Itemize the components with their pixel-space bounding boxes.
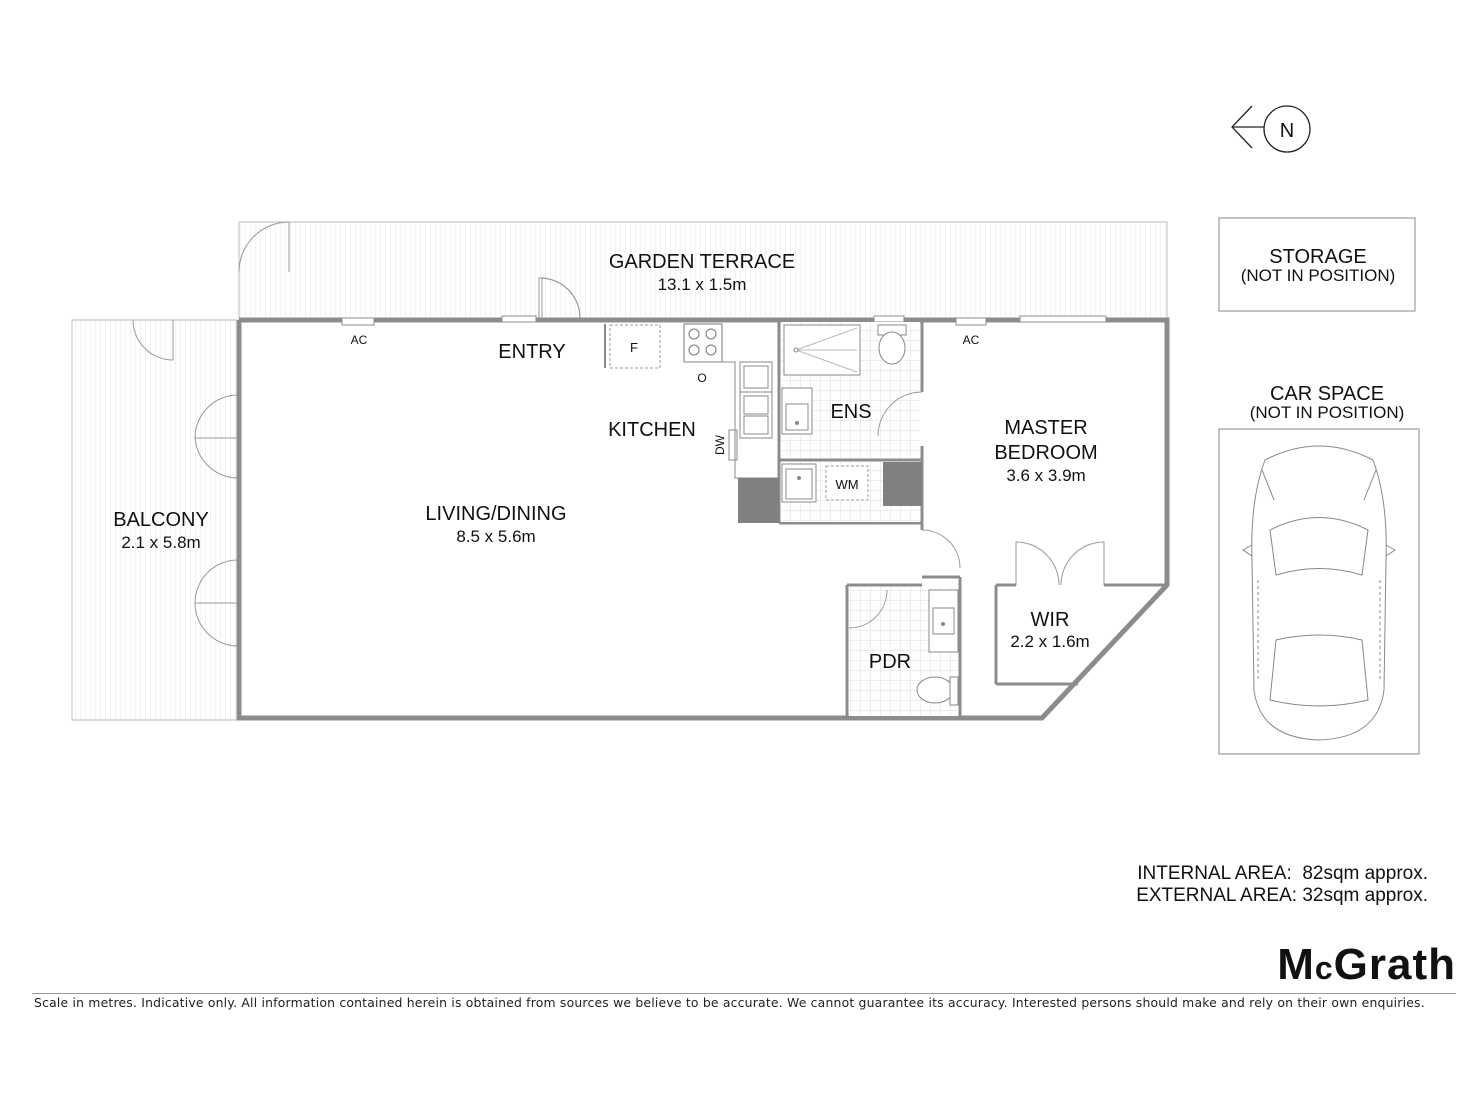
ensuite-toilet-icon [878,325,906,364]
mcgrath-logo [1277,940,1456,990]
master-bedroom-label-1: MASTER [1004,417,1088,439]
wir-dims: 2.2 x 1.6m [1010,632,1090,651]
ensuite-label: ENS [830,401,872,423]
living-dining-dims: 8.5 x 5.6m [456,527,536,546]
kitchen-column [738,478,779,523]
compass-label: N [1279,120,1295,142]
entry-label: ENTRY [498,341,566,363]
oven-label: O [697,371,707,385]
living-dining-label: LIVING/DINING [425,503,567,525]
car-space-label: CAR SPACE [1269,383,1385,405]
external-area-text: EXTERNAL AREA: 32sqm approx. [1136,885,1428,906]
dishwasher-label: DW [713,435,727,455]
wir-label: WIR [1030,609,1070,631]
kitchen-label: KITCHEN [608,419,696,441]
laundry-column [883,462,922,506]
pdr-basin-icon [929,590,958,652]
cooktop-icon [684,324,722,362]
wir-doors [1016,542,1104,585]
master-bedroom-dims: 3.6 x 3.9m [1006,466,1086,485]
ac-right-label: AC [962,333,980,347]
logo-part-1: M [1277,940,1315,989]
balcony-dims: 2.1 x 5.8m [121,533,201,552]
hall-door [922,530,960,568]
car-space-box [1219,429,1419,754]
ensuite-basin-icon [782,388,812,434]
logo-part-2: c [1314,950,1334,986]
disclaimer-divider [32,993,1456,994]
garden-terrace-label: GARDEN TERRACE [608,251,796,273]
laundry-tub-icon [782,464,816,502]
garden-terrace-dims: 13.1 x 1.5m [657,275,747,294]
north-arrow-icon [1232,106,1310,152]
master-bedroom-label-2: BEDROOM [994,442,1098,464]
balcony-label: BALCONY [113,509,209,531]
car-space-note: (NOT IN POSITION) [1249,403,1405,422]
shower-icon [784,325,860,375]
logo-part-3: Grath [1333,940,1456,989]
storage-note: (NOT IN POSITION) [1240,266,1396,285]
disclaimer-text: Scale in metres. Indicative only. All information contained herein is obtained from sources we believe to be accurate. We cannot guarantee its accuracy. Interested persons should make and rely on their own enquiries. [34,995,1425,1010]
fridge-label: F [630,340,638,355]
internal-area-text: INTERNAL AREA: 82sqm approx. [1137,863,1428,884]
pdr-label: PDR [868,651,912,673]
ac-left-label: AC [350,333,368,347]
storage-label: STORAGE [1269,246,1367,268]
washing-machine-label: WM [835,477,859,492]
